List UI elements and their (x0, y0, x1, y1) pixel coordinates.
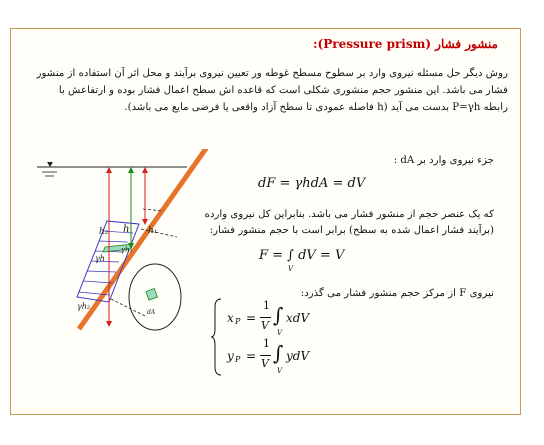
equation-F-text: F = ∫ dV = V (259, 248, 345, 263)
intro-line-2: فشار می باشد. این منشور حجم منشوری شکلی است که قاعده اش سطح اعمال فشار بوده و ارتفاعش با (58, 85, 508, 96)
yP-int-sub: V (277, 367, 283, 375)
xP-integral: ∫ (273, 303, 284, 327)
xP-fraction-bar (260, 317, 271, 318)
yP-lhs: y (227, 349, 234, 363)
centroid-equations (211, 297, 361, 377)
yP-fraction-bar (260, 355, 271, 356)
label-gamma-h2: γh₂ (77, 302, 91, 311)
resultant-text: نیروی F از مرکز حجم منشور فشار می گذرد: (300, 288, 494, 299)
h1-arrowhead (142, 219, 148, 225)
label-gamma-h: γh (95, 254, 105, 263)
xP-int-sub: V (277, 329, 283, 337)
h2-arrowtail (106, 167, 112, 173)
element-force-text: جزء نیروی وارد بر dA : (393, 155, 494, 166)
yP-one: 1 (263, 337, 270, 350)
h1-arrowtail (142, 167, 148, 173)
yP-integral: ∫ (273, 341, 284, 365)
projection-lines (111, 209, 177, 317)
yP-V: V (261, 357, 269, 370)
equation-dF: dF = γhdA = dV (258, 176, 366, 191)
xP-sub: P (235, 317, 241, 326)
element-volume-line-2: (برآیند فشار اعمال شده به سطح) برابر است با حجم منشور فشار: (209, 225, 494, 236)
label-dA: dA (147, 309, 156, 316)
xP-one: 1 (263, 299, 270, 312)
xP-V: V (261, 319, 269, 332)
section-title: منشور فشار (Pressure prism): (313, 37, 498, 51)
area-element-dA (146, 289, 158, 301)
yP-rest: ydV (286, 349, 310, 363)
xP-rest: xdV (286, 311, 310, 325)
h-arrowtail (128, 167, 134, 173)
element-volume-line-1: که یک عنصر حجم از منشور فشار می باشد. بنابراین کل نیروی وارده (204, 209, 494, 220)
equation-F (259, 241, 379, 277)
label-h1: h₁ (148, 226, 158, 236)
yP-sub: P (235, 355, 241, 364)
xP-lhs: x (227, 311, 234, 325)
h2-arrowhead (106, 321, 112, 327)
pressure-prism-diagram (37, 149, 237, 334)
surface-triangle-icon (47, 162, 53, 167)
label-h: h (123, 224, 130, 235)
xP-equals: = (246, 311, 257, 325)
intro-line-3: رابطه P=γh بدست می آید (h فاصله عمودی تا سطح آزاد واقعی یا فرضی مایع می باشد). (124, 102, 508, 113)
equation-F-sub: V (288, 265, 294, 273)
intro-line-1: روش دیگر حل مسئله نیروی وارد بر سطوح مسطح غوطه ور تعیین نیروی برآیند و محل اثر آن استفاده از منشور (36, 68, 508, 79)
label-gamma-h1: γh₁ (121, 246, 133, 254)
inclined-plate (79, 149, 207, 329)
intro-paragraph (31, 65, 508, 116)
label-h2: h₂ (99, 227, 109, 237)
brace-icon (211, 297, 223, 377)
content-frame (10, 28, 521, 415)
yP-equals: = (246, 349, 257, 363)
